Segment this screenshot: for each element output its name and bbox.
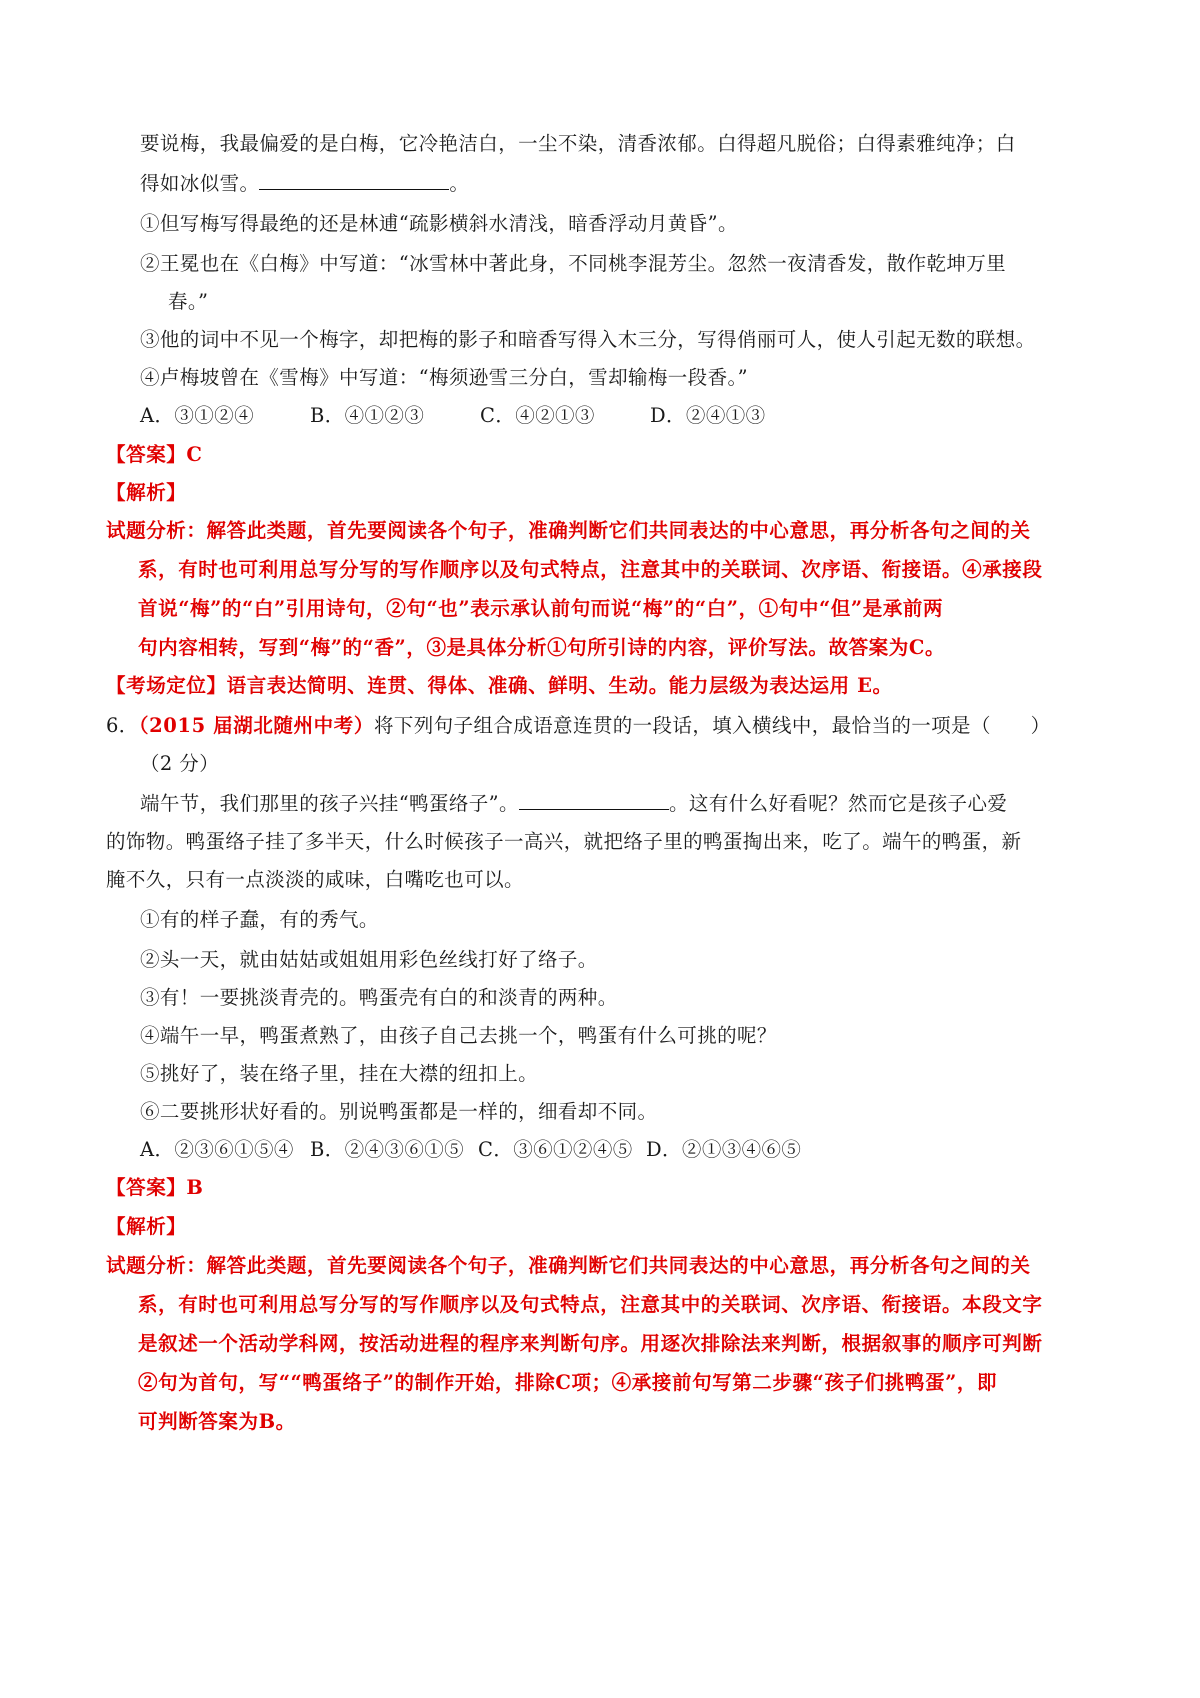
q6-source: （2015 届湖北随州中考） [138, 714, 374, 737]
q5-option-a: A．③①②④ [140, 404, 254, 427]
q6-paragraph-line-2: 的饰物。鸭蛋络子挂了多半天，什么时候孩子一高兴，就把络子里的鸭蛋掏出来，吃了。端午的鸭蛋，新 [106, 830, 1022, 853]
q6-analysis-line-3: 是叙述一个活动学科网，按活动进程的程序来判断句序。用逐次排除法来判断，根据叙事的顺序可判断 [138, 1332, 1043, 1355]
q6-analysis-label: 【解析】 [106, 1215, 187, 1238]
q6-option-a: A．②③⑥①⑤④ [140, 1138, 294, 1161]
q6-answer: 【答案】B [106, 1176, 204, 1199]
q5-options [140, 402, 820, 430]
q6-analysis-line-1: 试题分析：解答此类题，首先要阅读各个句子，准确判断它们共同表达的中心意思，再分析各句之间的关 [106, 1254, 1031, 1277]
q6-paragraph-line-3: 腌不久，只有一点淡淡的咸味，白嘴吃也可以。 [106, 868, 524, 891]
q6-item-6: ⑥二要挑形状好看的。别说鸭蛋都是一样的，细看却不同。 [140, 1100, 658, 1123]
q5-analysis-line-1: 试题分析：解答此类题，首先要阅读各个句子，准确判断它们共同表达的中心意思，再分析各句之间的关 [106, 519, 1031, 542]
q6-item-3: ③有！一要挑淡青壳的。鸭蛋壳有白的和淡青的两种。 [140, 986, 618, 1009]
q6-item-5: ⑤挑好了，装在络子里，挂在大襟的纽扣上。 [140, 1062, 539, 1085]
q5-item-4: ④卢梅坡曾在《雪梅》中写道：“梅须逊雪三分白，雪却输梅一段香。” [140, 366, 748, 389]
q6-stem-line [106, 712, 1051, 740]
q6-option-c: C．③⑥①②④⑤ [478, 1138, 633, 1161]
q5-analysis-line-3: 首说“梅”的“白”引用诗句，②句“也”表示承认前句而说“梅”的“白”，①句中“但”是承前两 [138, 597, 944, 620]
q6-analysis-line-4: ②句为首句，写““鸭蛋络子”的制作开始，排除C项；④承接前句写第二步骤“孩子们挑鸭蛋”，即 [138, 1371, 998, 1394]
q5-analysis-line-4: 句内容相转，写到“梅”的“香”，③是具体分析①句所引诗的内容，评价写法。故答案为C。 [138, 636, 946, 659]
q5-item-2-cont: 春。” [168, 290, 209, 313]
q6-score: （2 分） [140, 752, 220, 775]
q5-option-d: D．②④①③ [650, 404, 766, 427]
q6-item-4: ④端午一早，鸭蛋煮熟了，由孩子自己去挑一个，鸭蛋有什么可挑的呢？ [140, 1024, 777, 1047]
q5-answer: 【答案】C [106, 443, 203, 466]
q6-paragraph-line-1 [140, 790, 1007, 818]
q6-fill-blank [519, 791, 669, 810]
q6-option-b: B．②④③⑥①⑤ [310, 1138, 465, 1161]
q6-paragraph-text: 端午节，我们那里的孩子兴挂“鸭蛋络子”。 [140, 792, 519, 815]
q6-item-1: ①有的样子蠢，有的秀气。 [140, 908, 379, 931]
q6-options [140, 1136, 801, 1164]
q5-fill-blank [259, 171, 449, 190]
q5-item-2: ②王冕也在《白梅》中写道：“冰雪林中著此身，不同桃李混芳尘。忽然一夜清香发，散作乾坤万里 [140, 252, 1007, 275]
q5-paragraph-line-2 [140, 170, 469, 198]
q6-analysis-line-2: 系，有时也可利用总写分写的写作顺序以及句式特点，注意其中的关联词、次序语、衔接语。本段文字 [138, 1293, 1043, 1316]
q5-option-c: C．④②①③ [480, 404, 595, 427]
q6-analysis-line-5: 可判断答案为B。 [138, 1410, 296, 1433]
q6-number: 6． [106, 714, 139, 737]
q5-item-3: ③他的词中不见一个梅字，却把梅的影子和暗香写得入木三分，写得俏丽可人，使人引起无数的联想。 [140, 328, 1036, 351]
q6-stem: 将下列句子组合成语意连贯的一段话，填入横线中，最恰当的一项是（ ） [373, 714, 1051, 737]
q5-analysis-label: 【解析】 [106, 481, 187, 504]
q6-paragraph-text-end: 。这有什么好看呢？然而它是孩子心爱 [668, 792, 1008, 815]
q5-item-1: ①但写梅写得最绝的还是林逋“疏影横斜水清浅，暗香浮动月黄昏”。 [140, 212, 738, 235]
q5-paragraph-text: 得如冰似雪。 [140, 172, 260, 195]
q6-option-d: D．②①③④⑥⑤ [646, 1138, 802, 1161]
q5-analysis-line-2: 系，有时也可利用总写分写的写作顺序以及句式特点，注意其中的关联词、次序语、衔接语。④承接段 [138, 558, 1043, 581]
q5-kaochang-dingwei: 【考场定位】语言表达简明、连贯、得体、准确、鲜明、生动。能力层级为表达运用 E。 [106, 674, 893, 697]
q5-paragraph-end: 。 [449, 172, 470, 195]
q5-option-b: B．④①②③ [310, 404, 425, 427]
q6-item-2: ②头一天，就由姑姑或姐姐用彩色丝线打好了络子。 [140, 948, 598, 971]
q5-paragraph-line-1: 要说梅，我最偏爱的是白梅，它冷艳洁白，一尘不染，清香浓郁。白得超凡脱俗；白得素雅纯净；白 [140, 132, 1016, 155]
